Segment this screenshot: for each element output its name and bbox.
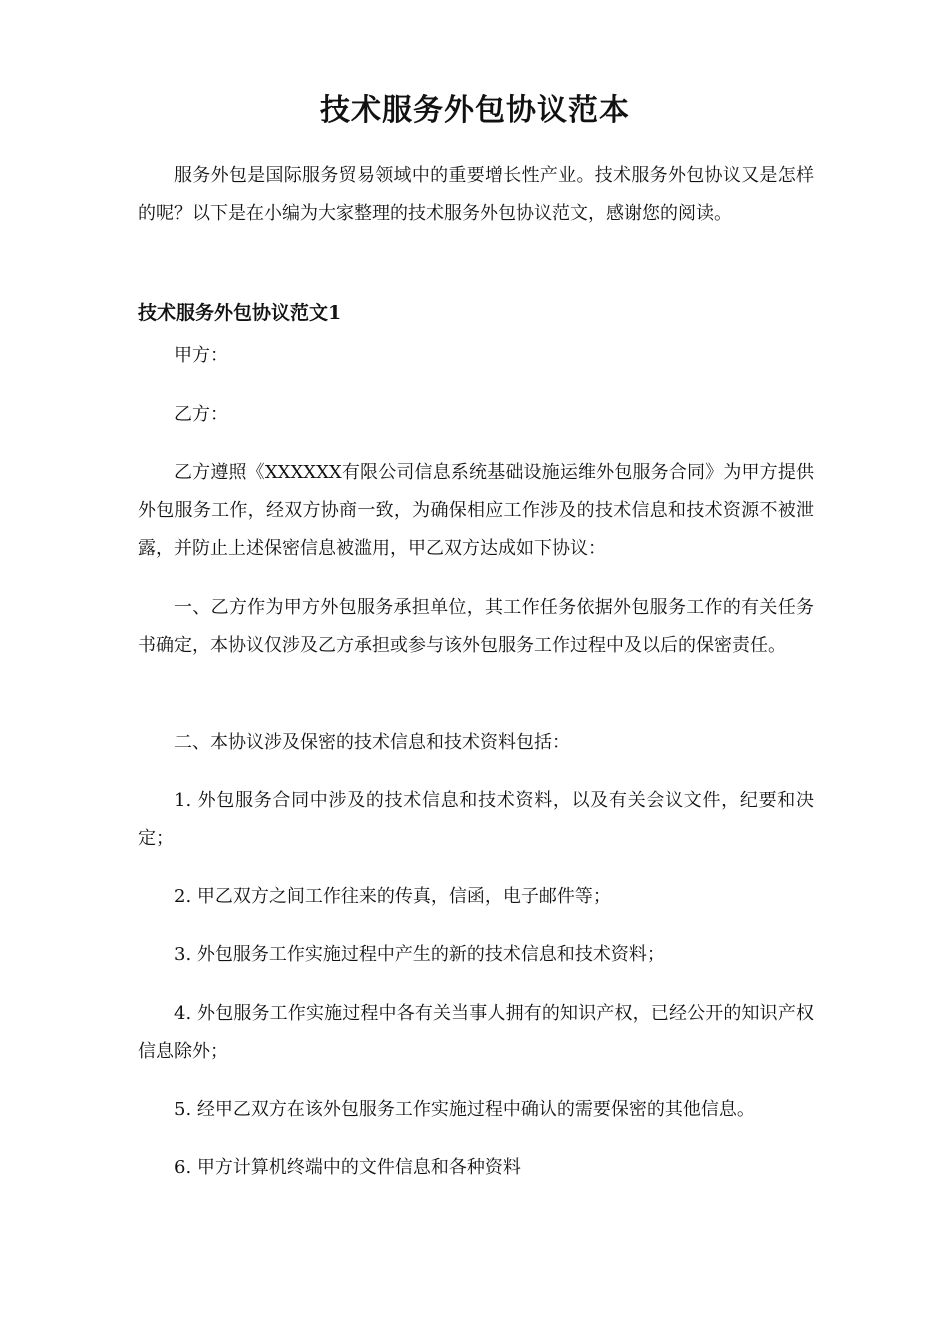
clause-two: 二、本协议涉及保密的技术信息和技术资料包括： (174, 732, 570, 753)
list-item: 5. 经甲乙双方在该外包服务工作实施过程中确认的需要保密的其他信息。 (174, 1099, 755, 1120)
list-item: 2. 甲乙双方之间工作往来的传真，信函，电子邮件等； (174, 886, 611, 907)
clause-one: 一、乙方作为甲方外包服务承担单位，其工作任务依据外包服务工作的有关任务书确定，本协议仅涉及乙方承担或参与该外包服务工作过程中及以后的保密责任。 (138, 597, 814, 656)
list-item: 6. 甲方计算机终端中的文件信息和各种资料 (174, 1157, 521, 1178)
preamble-paragraph: 乙方遵照《XXXXXX有限公司信息系统基础设施运维外包服务合同》为甲方提供外包服务工作，经双方协商一致，为确保相应工作涉及的技术信息和技术资源不被泄露，并防止上述保密信息被滥用，甲乙双方达成如下协议： (138, 462, 814, 559)
section-heading: 技术服务外包协议范文1 (138, 302, 342, 324)
party-a-line: 甲方： (174, 345, 228, 366)
document-title: 技术服务外包协议范本 (320, 93, 630, 128)
list-item: 1. 外包服务合同中涉及的技术信息和技术资料，以及有关会议文件，纪要和决定； (138, 790, 814, 849)
list-item: 4. 外包服务工作实施过程中各有关当事人拥有的知识产权，已经公开的知识产权信息除外； (138, 1003, 814, 1062)
list-item: 3. 外包服务工作实施过程中产生的新的技术信息和技术资料； (174, 944, 665, 965)
intro-paragraph: 服务外包是国际服务贸易领域中的重要增长性产业。技术服务外包协议又是怎样的呢？以下是在小编为大家整理的技术服务外包协议范文，感谢您的阅读。 (138, 165, 814, 224)
party-b-line: 乙方： (174, 404, 228, 425)
